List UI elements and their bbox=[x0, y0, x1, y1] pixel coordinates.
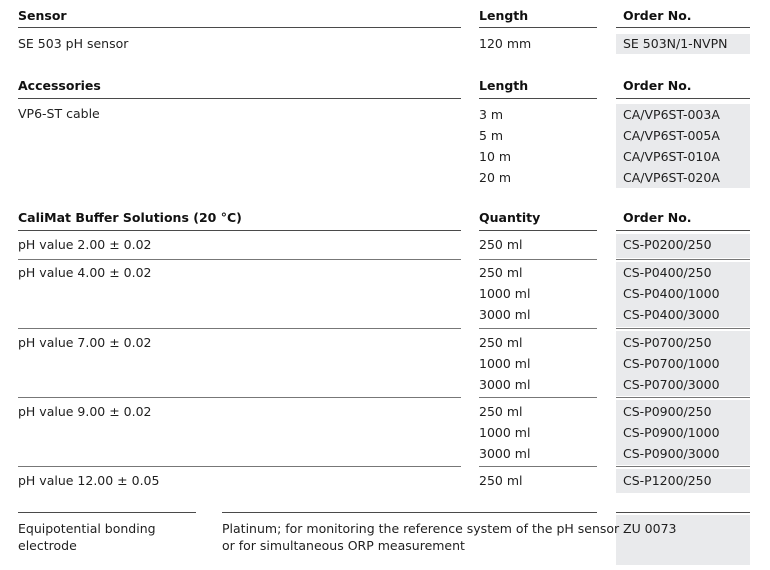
electrode-name: Equipotential bonding bbox=[18, 521, 156, 536]
row-rule bbox=[616, 397, 750, 398]
section-rule bbox=[616, 512, 750, 513]
buffer-order-no: CS-P0700/1000 bbox=[623, 356, 720, 371]
accessory-order-no: CA/VP6ST-003A bbox=[623, 107, 720, 122]
row-rule bbox=[479, 397, 597, 398]
buffer-order-no: CS-P0900/1000 bbox=[623, 425, 720, 440]
buffer-order-no: CS-P0700/250 bbox=[623, 335, 712, 350]
header-rule bbox=[479, 230, 597, 231]
row-rule bbox=[479, 328, 597, 329]
sensor-order-no: SE 503N/1-NVPN bbox=[623, 36, 728, 51]
sensor-header: Sensor bbox=[18, 8, 67, 23]
row-rule bbox=[616, 259, 750, 260]
row-rule bbox=[479, 259, 597, 260]
row-rule bbox=[616, 328, 750, 329]
buffer-order-no: CS-P0200/250 bbox=[623, 237, 712, 252]
electrode-name: electrode bbox=[18, 538, 77, 553]
accessory-length: 10 m bbox=[479, 149, 512, 164]
buffer-quantity: 250 ml bbox=[479, 473, 523, 488]
buffer-order-no: CS-P0400/3000 bbox=[623, 307, 720, 322]
section-rule bbox=[222, 512, 597, 513]
buffer-name: pH value 4.00 ± 0.02 bbox=[18, 265, 152, 280]
header-rule bbox=[18, 27, 461, 28]
sensor-name: SE 503 pH sensor bbox=[18, 36, 129, 51]
buffers-quantity-header: Quantity bbox=[479, 210, 541, 225]
sensor-order-header: Order No. bbox=[623, 8, 692, 23]
row-rule bbox=[18, 466, 461, 467]
buffer-quantity: 3000 ml bbox=[479, 307, 531, 322]
row-rule bbox=[479, 466, 597, 467]
buffer-quantity: 1000 ml bbox=[479, 356, 531, 371]
buffer-name: pH value 7.00 ± 0.02 bbox=[18, 335, 152, 350]
buffer-name: pH value 12.00 ± 0.05 bbox=[18, 473, 160, 488]
buffer-quantity: 1000 ml bbox=[479, 425, 531, 440]
buffer-order-no: CS-P0900/250 bbox=[623, 404, 712, 419]
row-rule bbox=[18, 397, 461, 398]
header-rule bbox=[616, 230, 750, 231]
buffer-name: pH value 9.00 ± 0.02 bbox=[18, 404, 152, 419]
header-rule bbox=[18, 98, 461, 99]
accessories-header: Accessories bbox=[18, 78, 101, 93]
electrode-description: or for simultaneous ORP measurement bbox=[222, 538, 465, 553]
buffer-quantity: 250 ml bbox=[479, 404, 523, 419]
buffer-order-no: CS-P0400/250 bbox=[623, 265, 712, 280]
header-rule bbox=[479, 27, 597, 28]
accessory-length: 5 m bbox=[479, 128, 504, 143]
buffer-name: pH value 2.00 ± 0.02 bbox=[18, 237, 152, 252]
buffer-quantity: 250 ml bbox=[479, 237, 523, 252]
sensor-length: 120 mm bbox=[479, 36, 532, 51]
accessories-order-header: Order No. bbox=[623, 78, 692, 93]
sensor-length-header: Length bbox=[479, 8, 529, 23]
section-rule bbox=[18, 512, 196, 513]
buffer-order-no: CS-P0900/3000 bbox=[623, 446, 720, 461]
header-rule bbox=[479, 98, 597, 99]
accessory-order-no: CA/VP6ST-005A bbox=[623, 128, 720, 143]
header-rule bbox=[616, 98, 750, 99]
row-rule bbox=[616, 466, 750, 467]
row-rule bbox=[18, 328, 461, 329]
electrode-description: Platinum; for monitoring the reference system of the pH sensor bbox=[222, 521, 620, 536]
accessory-length: 3 m bbox=[479, 107, 504, 122]
buffer-quantity: 250 ml bbox=[479, 335, 523, 350]
buffers-header: CaliMat Buffer Solutions (20 °C) bbox=[18, 210, 242, 225]
accessory-order-no: CA/VP6ST-010A bbox=[623, 149, 720, 164]
accessory-length: 20 m bbox=[479, 170, 512, 185]
buffer-order-no: CS-P0400/1000 bbox=[623, 286, 720, 301]
buffer-order-no: CS-P0700/3000 bbox=[623, 377, 720, 392]
buffer-quantity: 3000 ml bbox=[479, 377, 531, 392]
accessory-name: VP6-ST cable bbox=[18, 106, 100, 121]
header-rule bbox=[18, 230, 461, 231]
buffer-order-no: CS-P1200/250 bbox=[623, 473, 712, 488]
buffer-quantity: 3000 ml bbox=[479, 446, 531, 461]
row-rule bbox=[18, 259, 461, 260]
buffer-quantity: 250 ml bbox=[479, 265, 523, 280]
accessory-order-no: CA/VP6ST-020A bbox=[623, 170, 720, 185]
header-rule bbox=[616, 27, 750, 28]
electrode-order-no: ZU 0073 bbox=[623, 521, 677, 536]
buffers-order-header: Order No. bbox=[623, 210, 692, 225]
buffer-quantity: 1000 ml bbox=[479, 286, 531, 301]
accessories-length-header: Length bbox=[479, 78, 529, 93]
